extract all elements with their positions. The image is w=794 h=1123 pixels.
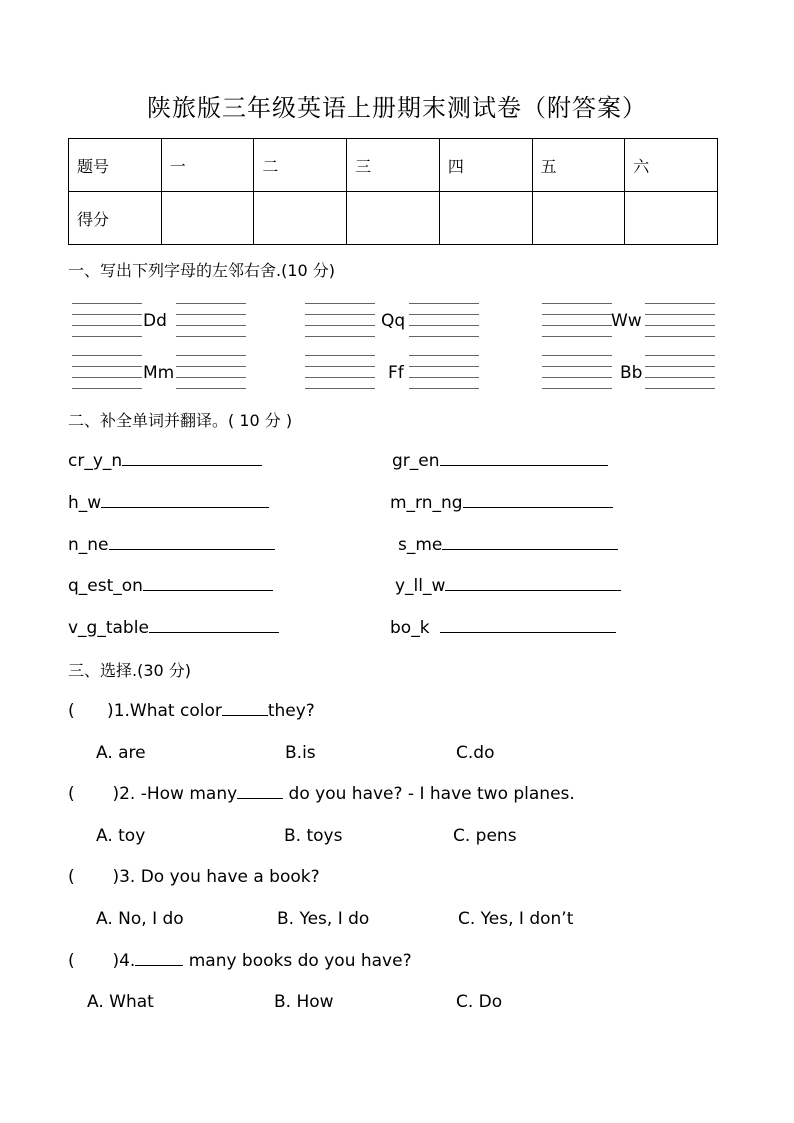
writing-guide-line[interactable] — [176, 325, 246, 326]
writing-guide-line[interactable] — [542, 388, 612, 389]
writing-guide-line[interactable] — [305, 366, 375, 367]
writing-guide-line[interactable] — [176, 366, 246, 367]
letter-label: Bb — [620, 363, 643, 383]
writing-guide-line[interactable] — [645, 388, 715, 389]
score-cell: 题号 — [69, 139, 162, 192]
question-2 — [68, 784, 575, 804]
question-text: ( )4. — [68, 951, 136, 971]
answer-blank[interactable] — [442, 548, 618, 550]
option-c[interactable]: C. pens — [453, 826, 517, 846]
option-a[interactable]: A. are — [96, 743, 146, 763]
question-text: ( )1.What color — [68, 701, 222, 721]
letter-label: Dd — [143, 311, 167, 331]
word-text: m_rn_ng — [390, 493, 463, 513]
writing-guide-line[interactable] — [305, 355, 375, 356]
word-text: bo_k — [390, 618, 430, 638]
answer-blank[interactable] — [149, 631, 279, 633]
writing-guide-line[interactable] — [72, 303, 142, 304]
option-b[interactable]: B. How — [274, 992, 334, 1012]
option-c[interactable]: C.do — [456, 743, 495, 763]
score-cell: 三 — [347, 139, 440, 192]
writing-guide-line[interactable] — [542, 303, 612, 304]
word-item — [68, 535, 275, 555]
word-text: cr_y_n — [68, 451, 123, 471]
answer-blank[interactable] — [143, 589, 273, 591]
word-text: s_me — [398, 535, 443, 555]
score-cell: 得分 — [69, 192, 162, 245]
writing-guide-line[interactable] — [645, 303, 715, 304]
writing-guide-line[interactable] — [305, 303, 375, 304]
score-cell: 六 — [625, 139, 718, 192]
writing-guide-line[interactable] — [645, 325, 715, 326]
writing-guide-line[interactable] — [645, 355, 715, 356]
score-input-cell[interactable] — [161, 192, 254, 245]
option-a[interactable]: A. toy — [96, 826, 146, 846]
writing-guide-line[interactable] — [176, 336, 246, 337]
writing-guide-line[interactable] — [176, 377, 246, 378]
score-table-score-row — [69, 192, 718, 245]
writing-guide-line[interactable] — [409, 388, 479, 389]
word-item — [68, 451, 262, 471]
word-item — [390, 493, 613, 513]
letter-label: Qq — [381, 311, 406, 331]
page-title: 陕旅版三年级英语上册期末测试卷（附答案） — [147, 94, 647, 122]
writing-guide-line[interactable] — [409, 336, 479, 337]
question-4 — [68, 951, 412, 971]
score-cell: 四 — [439, 139, 532, 192]
writing-guide-line[interactable] — [542, 336, 612, 337]
answer-blank[interactable] — [122, 464, 262, 466]
writing-guide-line[interactable] — [72, 355, 142, 356]
writing-guide-line[interactable] — [72, 325, 142, 326]
score-cell: 五 — [532, 139, 625, 192]
writing-guide-line[interactable] — [542, 325, 612, 326]
option-b[interactable]: B.is — [285, 743, 316, 763]
writing-guide-line[interactable] — [72, 366, 142, 367]
word-item — [392, 451, 608, 471]
score-input-cell[interactable] — [347, 192, 440, 245]
score-cell: 一 — [161, 139, 254, 192]
letter-label: Mm — [143, 363, 175, 383]
score-input-cell[interactable] — [532, 192, 625, 245]
option-c[interactable]: C. Yes, I don’t — [458, 909, 574, 929]
score-input-cell[interactable] — [625, 192, 718, 245]
question-1 — [68, 701, 315, 721]
writing-guide-line[interactable] — [409, 366, 479, 367]
writing-guide-line[interactable] — [542, 366, 612, 367]
question-text: do you have? - I have two planes. — [283, 784, 575, 804]
letter-label: Ff — [388, 363, 404, 383]
writing-guide-line[interactable] — [409, 314, 479, 315]
answer-blank[interactable] — [109, 548, 275, 550]
answer-blank[interactable] — [440, 464, 608, 466]
writing-guide-line[interactable] — [72, 377, 142, 378]
question-text: they? — [267, 701, 315, 721]
section1-heading: 一、写出下列字母的左邻右舍.(10 分) — [68, 261, 336, 280]
word-item — [68, 576, 273, 596]
answer-blank[interactable] — [440, 631, 616, 633]
word-text: n_ne — [68, 535, 109, 555]
score-input-cell[interactable] — [439, 192, 532, 245]
score-table — [68, 138, 718, 245]
writing-guide-line[interactable] — [542, 355, 612, 356]
writing-guide-line[interactable] — [305, 325, 375, 326]
writing-guide-line[interactable] — [176, 388, 246, 389]
writing-guide-line[interactable] — [645, 314, 715, 315]
question-text: ( )3. Do you have a book? — [68, 867, 320, 887]
writing-guide-line[interactable] — [176, 355, 246, 356]
answer-blank[interactable] — [237, 797, 283, 799]
option-c[interactable]: C. Do — [456, 992, 503, 1012]
writing-guide-line[interactable] — [542, 377, 612, 378]
writing-guide-line[interactable] — [176, 314, 246, 315]
writing-guide-line[interactable] — [305, 314, 375, 315]
answer-blank[interactable] — [135, 964, 183, 966]
answer-blank[interactable] — [445, 589, 621, 591]
writing-guide-line[interactable] — [409, 377, 479, 378]
word-item — [395, 576, 621, 596]
option-a[interactable]: A. What — [87, 992, 154, 1012]
score-table-header-row — [69, 139, 718, 192]
score-cell: 二 — [254, 139, 347, 192]
option-b[interactable]: B. toys — [284, 826, 343, 846]
question-text: many books do you have? — [183, 951, 412, 971]
word-text: v_g_table — [68, 618, 149, 638]
writing-guide-line[interactable] — [305, 336, 375, 337]
writing-guide-line[interactable] — [409, 355, 479, 356]
option-a[interactable]: A. No, I do — [96, 909, 184, 929]
writing-guide-line[interactable] — [305, 377, 375, 378]
word-text: gr_en — [392, 451, 440, 471]
word-item — [398, 535, 618, 555]
question-text: ( )2. -How many — [68, 784, 238, 804]
answer-blank[interactable] — [101, 506, 269, 508]
answer-blank[interactable] — [222, 714, 268, 716]
writing-guide-line[interactable] — [645, 336, 715, 337]
word-text: q_est_on — [68, 576, 143, 596]
word-item — [68, 493, 269, 513]
letter-label: Ww — [611, 311, 642, 331]
writing-guide-line[interactable] — [409, 303, 479, 304]
writing-guide-line[interactable] — [176, 303, 246, 304]
writing-guide-line[interactable] — [409, 325, 479, 326]
writing-guide-line[interactable] — [542, 314, 612, 315]
section2-heading: 二、补全单词并翻译。( 10 分 ) — [68, 411, 293, 430]
word-item — [390, 618, 616, 638]
word-item — [68, 618, 279, 638]
answer-blank[interactable] — [463, 506, 613, 508]
word-text: h_w — [68, 493, 102, 513]
section3-heading: 三、选择.(30 分) — [68, 661, 192, 680]
score-input-cell[interactable] — [254, 192, 347, 245]
writing-guide-line[interactable] — [305, 388, 375, 389]
writing-guide-line[interactable] — [645, 366, 715, 367]
writing-guide-line[interactable] — [645, 377, 715, 378]
question-3 — [68, 867, 320, 887]
option-b[interactable]: B. Yes, I do — [277, 909, 370, 929]
writing-guide-line[interactable] — [72, 336, 142, 337]
writing-guide-line[interactable] — [72, 314, 142, 315]
writing-guide-line[interactable] — [72, 388, 142, 389]
word-text: y_ll_w — [395, 576, 446, 596]
